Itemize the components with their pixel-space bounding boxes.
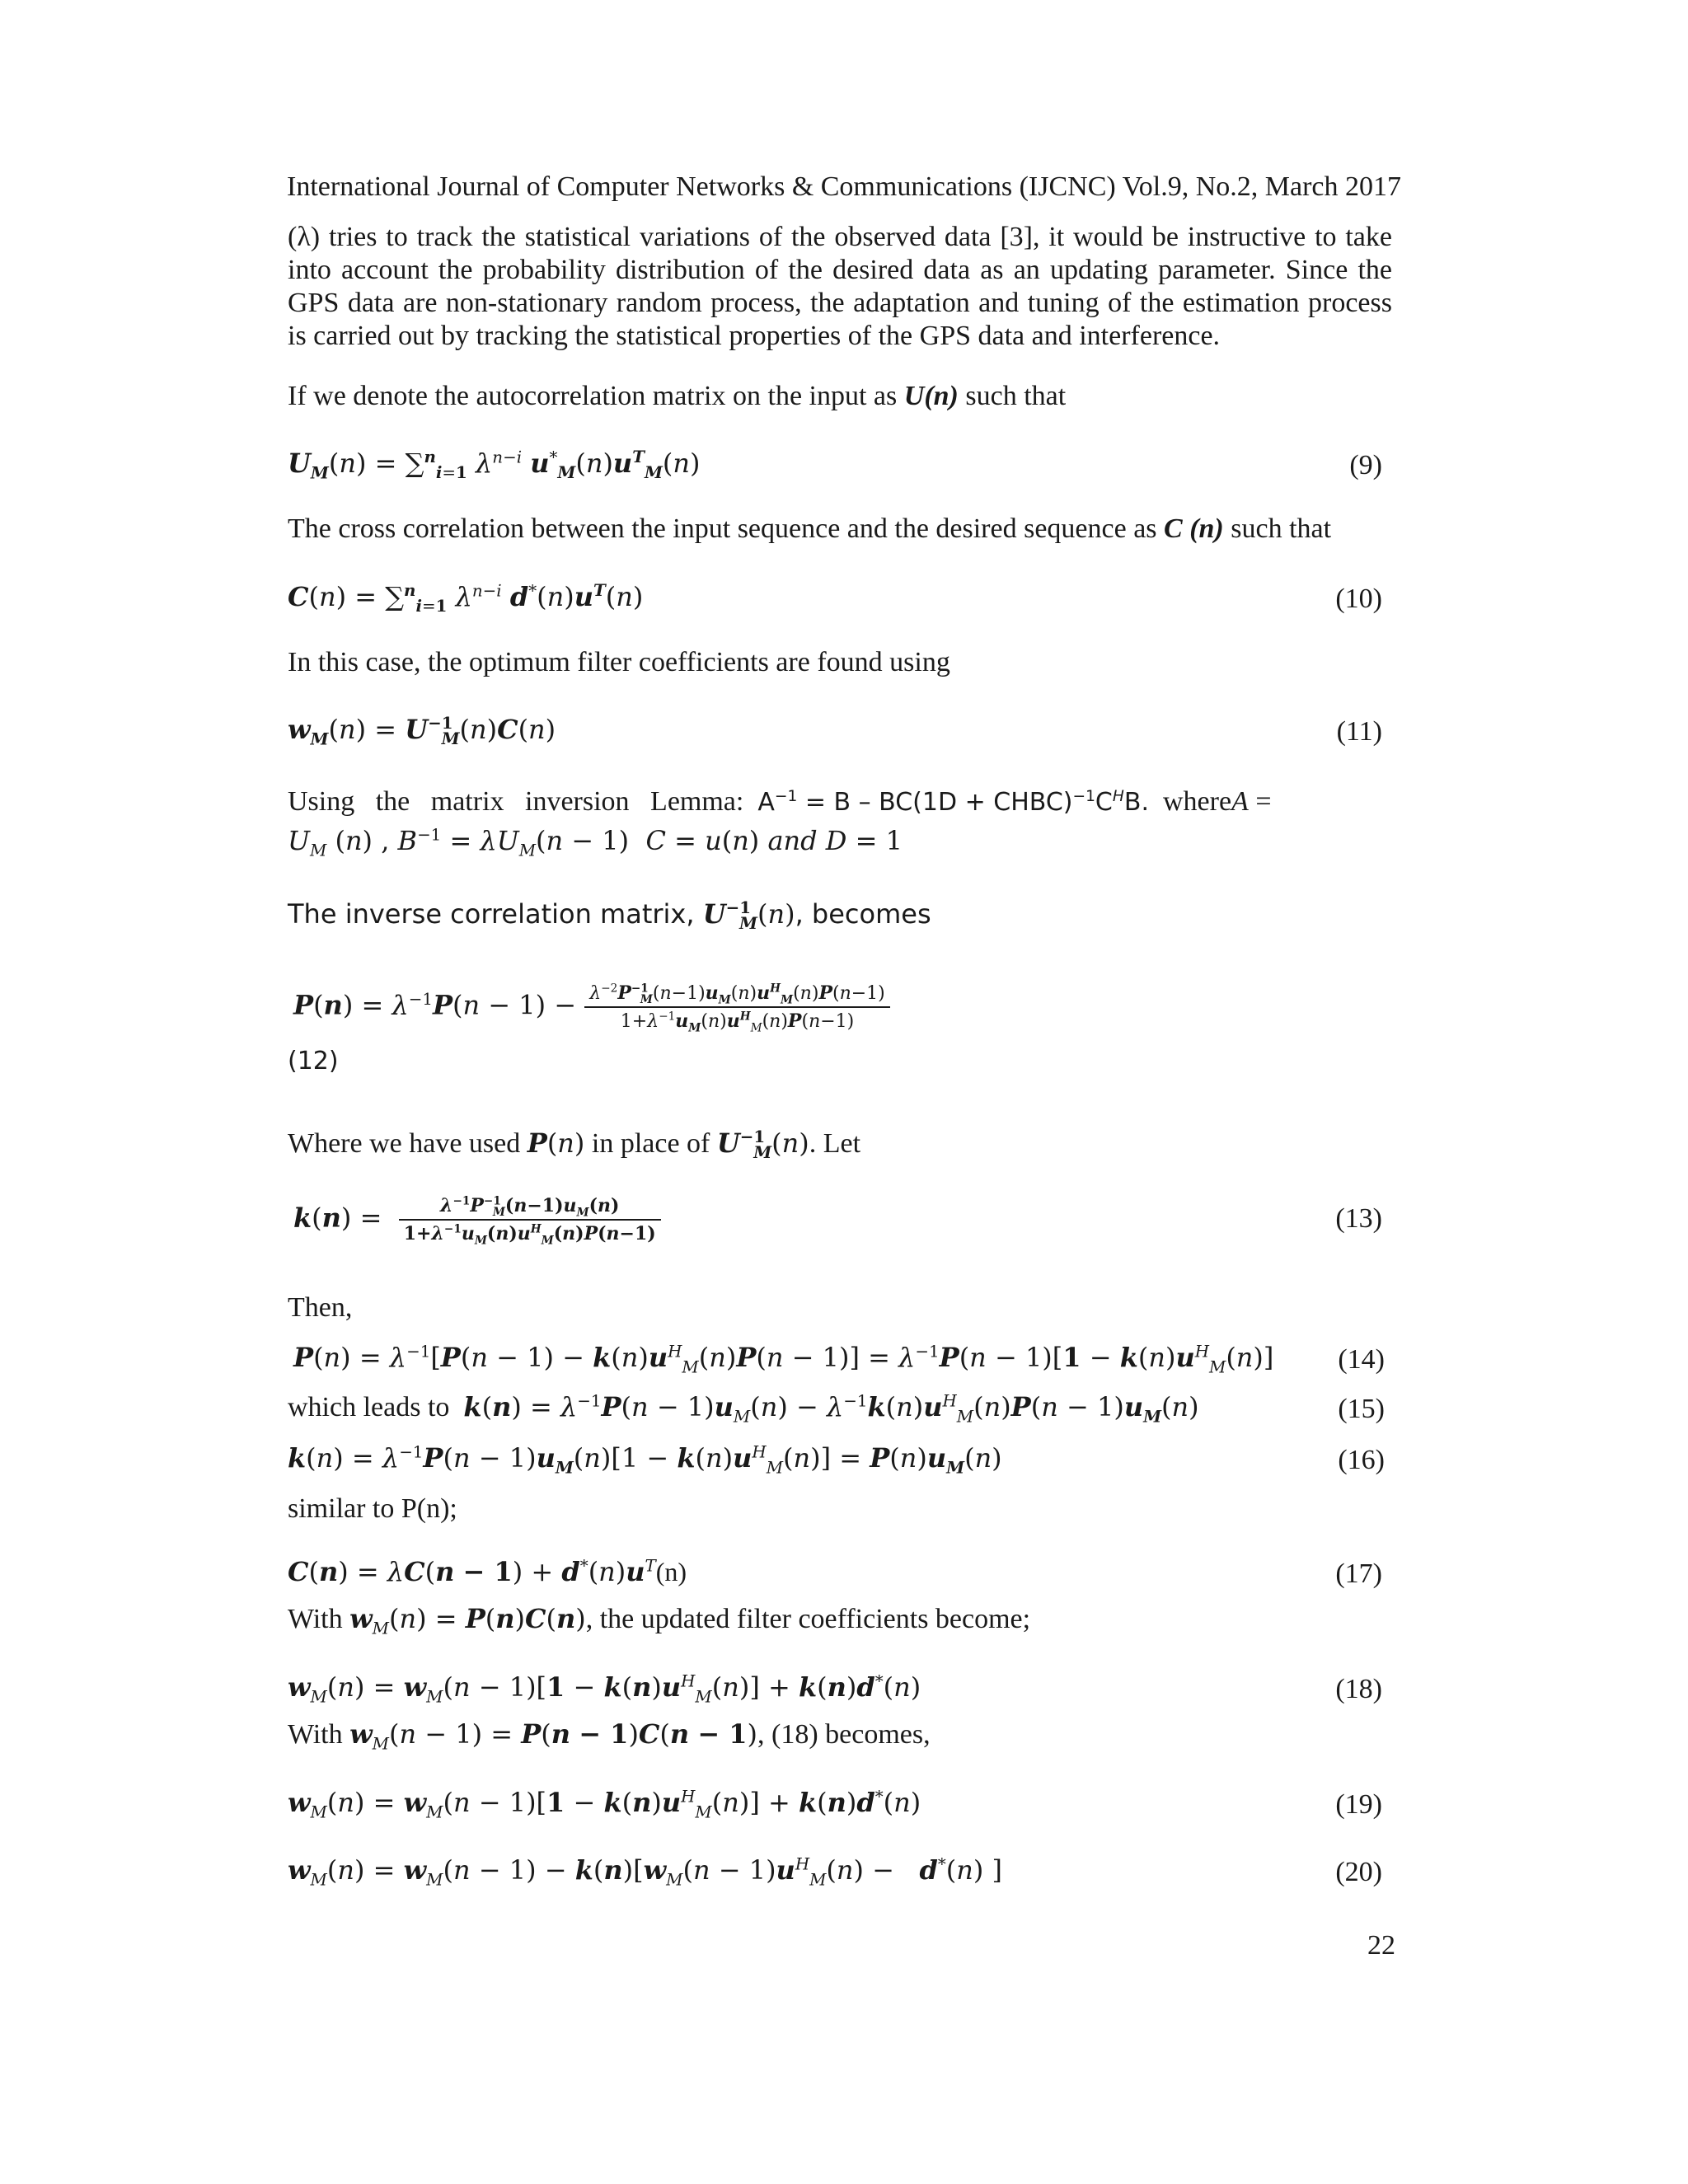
equation-number-13: (13) [1335,1203,1382,1234]
lemma-paragraph: Using the matrix inversion Lemma: $A^{-1} = B - BC(1D$ + $CHBC)^{-1}C^HB$. whereA = $U_M$ (n) , $B^{-1} = \lambda U_M(n - 1) C = u(n)$ and D = 1 [288,786,1272,860]
equation-number-16: (16) [1338,1445,1385,1475]
equation-9: $U_M(n) = \sum^n_{i=1}$ $\lambda^{n-i}$ $u^*_M(n)u^T_M(n)$ [288,447,701,483]
equation-10: C(n) = ∑$^n_{i=1}$ $\lambda^{n-i}$ $d^*(n)u^T(n)$ [288,580,644,616]
equation-number-17: (17) [1335,1558,1382,1589]
then-word: Then, [288,1292,353,1323]
equation-12: $P(n) = \lambda^{-1}P(n - 1)$ − $\frac{\lambda^{-2}P^{-1}_M(n-1)u_M(n)u^H_M(n)P(n-1)}{1+\lambda^{-1}u_M(n)u^H_M(n)P(n-1)}$ [293,982,890,1032]
with-sentence-2: With $w_M(n - 1) = P(n - 1)C(n - 1)$, (18) becomes, [288,1718,931,1754]
equation-number-11: (11) [1336,716,1382,747]
equation-number-20: (20) [1335,1857,1382,1887]
equation-number-18: (18) [1335,1674,1382,1704]
leads-to-label: which leads to [288,1392,450,1422]
equation-19: $w_M(n) = w_M(n - 1)[1 - k(n)u^H_M(n)] + k(n)d^*(n)$ [288,1787,921,1822]
equation-16: $k(n) = \lambda^{-1}P(n - 1)u_M(n)[1 - k(n)u^H_M(n)] = P(n)u_M(n)$ [288,1442,1002,1478]
equation-number-15: (15) [1338,1394,1385,1424]
equation-17: $C(n) = \lambda C(n - 1) + d^*(n)u^T(n)$ [288,1556,687,1587]
equation-14: $P(n) = \lambda^{-1}[P(n - 1) - k(n)u^H_M(n)P(n - 1)] = \lambda^{-1}P(n - 1)[1 - k(n)u^H_M(n)]$ [293,1342,1274,1377]
equation-number-14: (14) [1338,1344,1385,1375]
equation-number-9: (9) [1349,450,1382,480]
equation-number-10: (10) [1335,583,1382,614]
similar-sentence: similar to P(n); [288,1493,457,1524]
intro-paragraph: (λ) tries to track the statistical variations of the observed data [3], it would be instructive to take into account the probability distribution of the desired data as an updating parameter. Since the GPS data are non-stationary random process, the adaptation and tuning of the estimation process is carried out by tracking the statistical properties of the GPS data and interference. [288,222,1392,351]
equation-13: k(n) = $\frac{\lambda^{-1}P^{-1}_M(n-1)u_M(n)}{1+\lambda^{-1}u_M(n)u^H_M(n)P(n-1)}$ [293,1195,661,1244]
equation-18: $w_M(n) = w_M(n - 1)[1 - k(n)u^H_M(n)] + k(n)d^*(n)$ [288,1671,921,1707]
equation-20: $w_M(n) = w_M(n - 1) - k(n)[w_M(n - 1)u^H_M(n) - d^*(n)$ ] [288,1854,1003,1890]
inverse-corr-sentence: The inverse correlation matrix, $U^{-1}_M(n)$, becomes [288,898,931,934]
optimum-sentence: In this case, the optimum filter coefficients are found using [288,647,950,677]
equation-number-19: (19) [1335,1789,1382,1820]
where-sentence: Where we have used P(n) in place of $U^{-1}_M(n)$. Let [288,1127,861,1163]
equation-11: $w_M(n) = U^{-1}_M(n)C(n)$ [288,713,556,749]
equation-15: which leads to $k(n) = \lambda^{-1}P(n - 1)u_M(n) - \lambda^{-1}k(n)u^H_M(n)P(n - 1)u_M(n)$ [288,1391,1199,1427]
cross-corr-sentence: The cross correlation between the input sequence and the desired sequence as C (n) such that [288,513,1332,544]
equation-number-12: (12) [288,1047,339,1076]
with-sentence-1: With $w_M(n) = P(n)C(n)$, the updated filter coefficients become; [288,1603,1031,1638]
running-header: International Journal of Computer Networks & Communications (IJCNC) Vol.9, No.2, March 2017 [287,171,1401,202]
autocorr-sentence: If we denote the autocorrelation matrix on the input as U(n) such that [288,381,1067,411]
page-number: 22 [1367,1930,1395,1961]
